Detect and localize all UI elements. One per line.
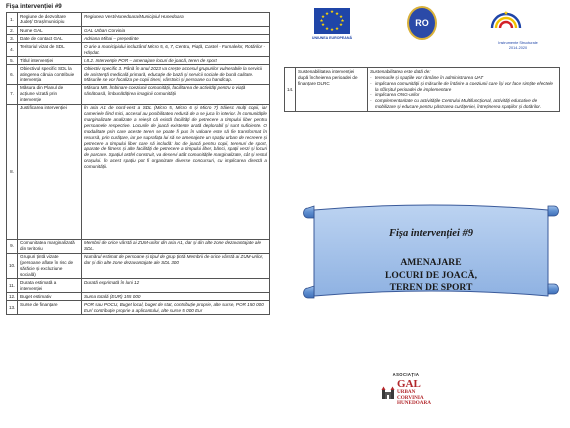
row-number: 3. bbox=[7, 35, 18, 43]
table-row bbox=[7, 253, 270, 279]
table-row bbox=[285, 68, 560, 112]
row-value: Numărul estimat de persoane și tipul de grup țintă Membrii de orice vârstă ai ZUM-urilor, dar și din alte zone dezavantajate ale SDL 300 bbox=[82, 253, 270, 279]
gal-wordmark bbox=[397, 379, 431, 406]
government-logo bbox=[405, 6, 439, 48]
gal-hunedoara: HUNEDOARA bbox=[396, 399, 431, 406]
table-row bbox=[7, 35, 270, 43]
list-item: - terenurile și spațiile vor rămâne în administrarea UAT bbox=[370, 75, 557, 81]
eu-caption: UNIUNEA EUROPEANĂ bbox=[311, 36, 353, 40]
sustainability-intro: Sustenabilitatea este dată de: bbox=[370, 68, 431, 74]
row-number: 14. bbox=[285, 68, 296, 112]
scroll-title: Fișa intervenției #9 bbox=[389, 228, 473, 239]
eu-flag-icon: ★ ★ ★ ★ ★ ★ ★ ★ ★ ★ ★ ★ bbox=[314, 8, 350, 34]
row-value: Măsura M8. Îmbinare coeziunii comunității, facilitarea de activități pentru o viață sănătoasă, îmbunătățirea imaginii comunității bbox=[82, 84, 270, 104]
is-caption-line-2: 2014-2020 bbox=[508, 45, 528, 50]
row-label: Comunitatea marginalizată din teritoriu bbox=[18, 239, 82, 253]
table-row bbox=[7, 301, 270, 315]
row-value: Membrii de orice vârstă ai ZUM-urilor din aria A1, dar și din alte zone dezavantajate ale SDL. bbox=[82, 239, 270, 253]
row-label: Nume GAL bbox=[18, 26, 82, 34]
structural-instruments-caption bbox=[488, 41, 548, 50]
row-label: Sustenabilitatea intervenției după încheierea perioadei de finanțare DLRC bbox=[296, 68, 368, 112]
row-value: În aria A1 de nord-vest a SDL (Micro 5, Micro 6 și Micro 7) trăiesc mulți copii, iar cameriele fiind mici, accesul au posibilitateo redusă de a se juca în interior. În comunitățile marginalizate analizate a reieșit că există facilități de petrecere a timpului liber pentru persoanele respective. Locurile de joacă existente arată deplorabil și sunt suficiente. O modalitate prin care aceste teren se poate fi pus în valoare este să fie transformat în resursă, prin curățare, iar pe suprafața lui să se amenajeze un spațiu urban de recreere și petrecere a timpului liber care să includă: loc de joacă pentru copii, terenuri de sport, aparate de fitness și alte facilități de petrecere a timpului liber, bănci, spații verzi și locuri de parcare. Spațiul astfel construit, va deservi atât comunitățile marginalizate, cât și restul orașului. În acest spațiu pot fi organizate diverse concursuri, cu implicarea directă a comunității. bbox=[82, 104, 270, 239]
row-number: 5. bbox=[7, 57, 18, 65]
row-label: Obiectivul specific SDL la atingerea căruia contribuie intervenția bbox=[18, 65, 82, 85]
row-number: 8. bbox=[7, 104, 18, 239]
sustainability-table bbox=[284, 67, 560, 112]
row-number: 10. bbox=[7, 253, 18, 279]
right-page bbox=[276, 0, 570, 428]
row-value: GAL Urban Corvinia bbox=[82, 26, 270, 34]
row-value: Suma totală (EUR) 155 000 bbox=[82, 293, 270, 301]
row-label: Buget estimativ bbox=[18, 293, 82, 301]
row-value: Obiectiv specific 3. Până în anul 2023 va crește accesul grupurilor vulnerabile la servicii de asistență medicală primară, educație de bază și servicii sociale de bună calitate. Măsurile se vor focaliza pe copii tineri, vârstnici și persoane cu handicap. bbox=[82, 65, 270, 85]
row-value: Adriana Mihai – președinte bbox=[82, 35, 270, 43]
row-number: 12. bbox=[7, 293, 18, 301]
row-number: 11. bbox=[7, 279, 18, 293]
row-label: Date de contact GAL bbox=[18, 35, 82, 43]
scroll-line-2: LOCURI DE JOACĂ, bbox=[385, 269, 477, 281]
row-value bbox=[368, 68, 560, 112]
row-label: Regiune de dezvoltare Județ/ Oraș/municipiu bbox=[18, 13, 82, 27]
table-row bbox=[7, 65, 270, 85]
gal-logo bbox=[371, 372, 441, 418]
row-number: 1. bbox=[7, 13, 18, 27]
structural-instruments-logo bbox=[488, 6, 548, 54]
row-value: I.8.2. Intervenție POR – amenajare locuri de joacă, teren de sport bbox=[82, 57, 270, 65]
intervention-table bbox=[6, 12, 270, 315]
structural-instruments-icon bbox=[488, 6, 524, 36]
row-value: POR sau POCU, Buget local, buget de stat, contribuție proprie, alte surse, POR 150 000 Eur/ contribuție proprie a aplicantului, alte surse 5 000 Eur bbox=[82, 301, 270, 315]
row-label: Teritoriul vizat de SDL bbox=[18, 43, 82, 57]
document-title: Fișa intervenției #9 bbox=[6, 3, 62, 10]
gal-asociatia: ASOCIAȚIA bbox=[392, 372, 420, 377]
eu-logo bbox=[311, 8, 353, 52]
row-label: Măsura din Planul de acțiune vizată prin intervenție bbox=[18, 84, 82, 104]
table-row bbox=[7, 293, 270, 301]
title-scroll-banner bbox=[300, 196, 562, 306]
gal-urban: URBAN bbox=[396, 389, 416, 396]
row-number: 4. bbox=[7, 43, 18, 57]
row-label: Titlul intervenției bbox=[18, 57, 82, 65]
table-row bbox=[7, 57, 270, 65]
row-number: 2. bbox=[7, 26, 18, 34]
government-seal-icon: RO bbox=[407, 6, 437, 40]
row-number: 7. bbox=[7, 84, 18, 104]
row-value: Durată exprimată în luni 12 bbox=[82, 279, 270, 293]
sustainability-list bbox=[370, 75, 557, 111]
gal-logo-row bbox=[371, 379, 441, 406]
table-row bbox=[7, 26, 270, 34]
row-label: Durata estimată a intervenției bbox=[18, 279, 82, 293]
list-item: - implicarea comunității și măsurile de întărire a coeziunii care își vor face simțite efectele la sfârșitul perioadei de implementare bbox=[370, 81, 557, 93]
table-row bbox=[7, 279, 270, 293]
row-number: 13. bbox=[7, 301, 18, 315]
row-label: Justificarea intervenției bbox=[18, 104, 82, 239]
gal-corvinia: CORVINIA bbox=[396, 394, 424, 401]
left-page bbox=[0, 0, 272, 428]
table-row bbox=[7, 43, 270, 57]
gal-text: GAL bbox=[396, 378, 421, 390]
row-number: 6. bbox=[7, 65, 18, 85]
table-row bbox=[7, 239, 270, 253]
list-item: - implicarea ONG-urilor bbox=[370, 92, 557, 98]
row-label: Grupuri țintă vizate (persoane aflate în risc de sărăcie și excluziune socială) bbox=[18, 253, 82, 279]
row-value: O arie a municipiului incluzând Micro 5, 6, 7, Centru, Piață, Castel - Furnalelor, Rotărilor - Hășdat. bbox=[82, 43, 270, 57]
table-row bbox=[7, 104, 270, 239]
table-row bbox=[7, 13, 270, 27]
is-caption-line-1: Instrumente Structurale bbox=[498, 41, 538, 45]
row-number: 9. bbox=[7, 239, 18, 253]
row-value: Regiunea Vest/Hunedoara/Municipiul Hunedoara bbox=[82, 13, 270, 27]
table-row bbox=[7, 84, 270, 104]
row-label: Surse de finanțare bbox=[18, 301, 82, 315]
svg-text:★: ★ bbox=[503, 11, 509, 17]
scroll-line-1: AMENAJARE bbox=[400, 257, 462, 268]
scroll-line-3: TEREN DE SPORT bbox=[389, 282, 473, 294]
list-item: - complementaritate cu activitățile Centrului Multifuncțional, activități educative de mobilizare și educare pentru păstrarea curățeniei, întreținerea spațiilor și dotărilor. bbox=[370, 98, 557, 110]
castle-icon bbox=[381, 386, 395, 399]
scroll-subtitle bbox=[300, 257, 562, 295]
